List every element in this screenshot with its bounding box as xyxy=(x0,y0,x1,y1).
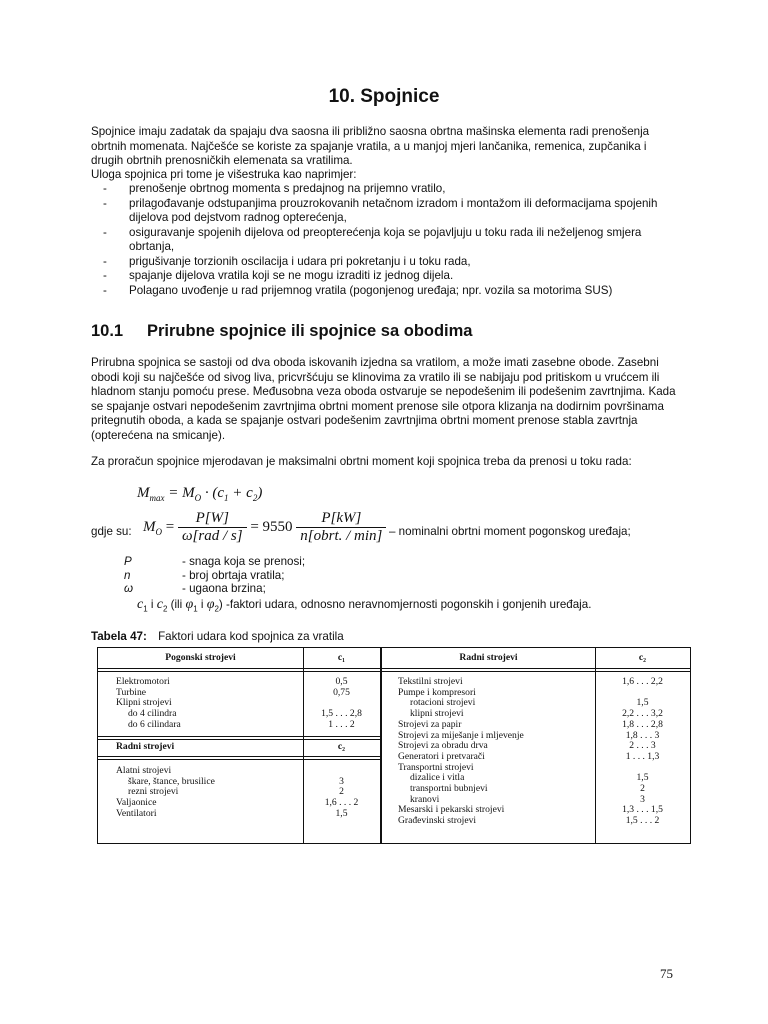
table-row-value: 2,2 . . . 3,2 xyxy=(622,708,663,720)
list-item: - prenošenje obrtnog momenta s predajnog na prijemno vratilo, xyxy=(91,182,671,197)
list-item: - prilagođavanje odstupanjima prouzrokovanih netačnom izradom i montažom ili deformacijama spojenih dijelova pod dejstvom radnog opterećenja, xyxy=(91,197,671,226)
intro-paragraph: Spojnice imaju zadatak da spajaju dva saosna ili približno saosna obrtna mašinska elementa radi prenošenja obrtnih momenata. Najčešće se koriste za spajanje vratila, a u manjoj mjeri lančanika, remenica, zupčanika i drugih obrtnih prenosničkih elemenata sa vratilima. xyxy=(91,125,650,167)
table-row-label: Ventilatori xyxy=(116,807,157,819)
table-row-value: 1,5 xyxy=(636,697,649,709)
table-row-label: rezni strojevi xyxy=(128,786,179,798)
table-row-label: Valjaonice xyxy=(116,797,157,809)
left-header: Pogonski strojevi xyxy=(165,652,236,663)
table-row-label: klipni strojevi xyxy=(410,708,464,720)
table-row-label: Pumpe i kompresori xyxy=(398,686,476,698)
table-row-label: Turbine xyxy=(116,686,147,698)
table-row-value: 1,5 . . . 2 xyxy=(625,815,660,827)
list-item: - spajanje dijelova vratila koji se ne mogu izraditi iz jednog dijela. xyxy=(91,269,671,284)
list-item: - prigušivanje torzionih oscilacija i udara pri pokretanju i u toku rada, xyxy=(91,255,671,270)
section-paragraph: Prirubna spojnica se sastoji od dva oboda iskovanih izjedna sa vratilom, a može imati zasebne obode. Zasebni obodi koji su najčešće od sivog liva, pricvršćuju se klinovima za vratilo ili se nabijaju pod pritiskom u vrućcem ili hladnom stanju pomoću prese. Međusobna veza oboda ostvaruje se nepodešenim ili podešenim zavrtnjima. Kada se spajanje ostvari nepodešenim zavrtnjima obrtni moment prenose sile otpora klizanja na dodirnim površinama pritegnutih oboda, a kada se spajanje ostvari podešenim zavrtnjima obrtni moment prenose stabla zavrtnja (opterećena na smicanje). xyxy=(91,356,676,442)
fraction-kw: $\frac{P[kW]}{\text{n[obrt. / min]}}$ xyxy=(296,510,386,545)
table-row-value: 2 xyxy=(640,783,645,794)
page-number: 75 xyxy=(660,966,673,981)
table-row-value: 3 xyxy=(339,775,344,787)
gdje-label: gdje su: xyxy=(91,525,132,538)
table-row-label: transportni bubnjevi xyxy=(410,783,488,794)
chapter-title: 10. Spojnice xyxy=(328,86,440,107)
symbol-row: ω - ugaona brzina; xyxy=(124,582,266,595)
table-row-label: Klipni strojevi xyxy=(116,697,172,709)
list-item: - osiguravanje spojenih dijelova od preopterećenja koja se pojavljuju u toku rada ili neželjenog smjera obrtanja, xyxy=(91,226,671,255)
table-row-value: 1,8 . . . 2,8 xyxy=(622,718,663,730)
table-row-value: 1 . . . 2 xyxy=(328,718,355,730)
left-col-header-2: c₂ xyxy=(337,741,346,752)
mo-description: – nominalni obrtni moment pogonskog uređaja; xyxy=(389,525,631,538)
table-row-value: 1 . . . 1,3 xyxy=(625,750,660,762)
table-row-value: 1,5 xyxy=(335,807,348,819)
table-row-label: rotacioni strojevi xyxy=(410,697,476,709)
factors-line: $c_1$ i $c_2$ (ili $\varphi_1$ i $\varphi_2$) -faktori udara, odnosno neravnomjernosti pogonskih i gonjenih uređaja. xyxy=(137,597,592,614)
section-title: Prirubne spojnice ili spojnice sa obodima xyxy=(147,322,473,340)
left-col-header: c₁ xyxy=(337,652,346,663)
formula-mmax: $M_{max} = M_O \cdot (c_1 + c_2)$ xyxy=(137,485,263,503)
table-row-label: Strojevi za miješanje i mljevenje xyxy=(398,729,524,741)
table-row-value: 1,6 . . . 2,2 xyxy=(622,676,663,687)
table-row-label: Generatori i pretvarači xyxy=(398,750,485,762)
table-row-value: 1,5 . . . 2,8 xyxy=(321,708,362,720)
table-row-label: Transportni strojevi xyxy=(398,761,474,773)
formula-mo: $M_O$ = $\frac{P[W]}{\text{ω[rad / s]}}$ = 9550 $\frac{P[kW]}{\text{n[obrt. / min]}}$ xyxy=(143,510,386,545)
table-row-label: Mesarski i pekarski strojevi xyxy=(398,804,505,816)
table-row-label: Strojevi za papir xyxy=(398,718,462,730)
table-row-label: Tekstilni strojevi xyxy=(398,676,463,687)
roles-list xyxy=(91,182,671,298)
table-row-label: Strojevi za obradu drva xyxy=(398,740,488,752)
table-row-value: 1,5 xyxy=(636,772,649,784)
section-heading xyxy=(91,322,473,341)
symbol-row: P - snaga koja se prenosi; xyxy=(124,555,306,568)
right-col-header: c₂ xyxy=(638,652,647,663)
section-number: 10.1 xyxy=(91,322,124,340)
table-row-label: kranovi xyxy=(410,793,440,805)
intro-roles-lead: Uloga spojnica pri tome je višestruka kao naprimjer: xyxy=(91,168,357,181)
table-row-value: 0,5 xyxy=(335,676,348,687)
left-header-2: Radni strojevi xyxy=(116,741,175,752)
symbol-row: n - broj obrtaja vratila; xyxy=(124,568,285,582)
table-caption: Tabela 47: Faktori udara kod spojnica za vratila xyxy=(91,630,344,643)
table-row-label: Građevinski strojevi xyxy=(398,815,477,827)
table-row-label: škare, štance, brusilice xyxy=(128,775,215,787)
table-row-value: 1,6 . . . 2 xyxy=(324,797,359,809)
table-row-value: 0,75 xyxy=(333,686,350,698)
table-row-label: Elektromotori xyxy=(116,676,170,687)
table-row-value: 1,8 . . . 3 xyxy=(625,729,660,741)
table-row-label: do 4 cilindra xyxy=(128,708,177,720)
table-row-value: 1,3 . . . 1,5 xyxy=(622,804,663,816)
table-row-label: do 6 cilindara xyxy=(128,718,181,730)
table-row-value: 3 xyxy=(640,793,645,805)
factors-table xyxy=(97,647,691,844)
table-row-label: Alatni strojevi xyxy=(116,765,172,776)
calc-paragraph: Za proračun spojnice mjerodavan je maksimalni obrtni moment koji spojnica treba da prenosi u toku rada: xyxy=(91,455,632,468)
table-row-value: 2 xyxy=(339,786,344,798)
list-item: - Polagano uvođenje u rad prijemnog vratila (pogonjenog uređaja; npr. vozila sa motorima SUS) xyxy=(91,284,671,299)
right-header: Radni strojevi xyxy=(459,652,518,663)
table-row-value: 2 . . . 3 xyxy=(629,740,656,752)
symbol-list xyxy=(124,555,305,596)
fraction-watt: $\frac{P[W]}{\text{ω[rad / s]}}$ xyxy=(178,510,247,545)
table-row-label: dizalice i vitla xyxy=(410,772,465,784)
